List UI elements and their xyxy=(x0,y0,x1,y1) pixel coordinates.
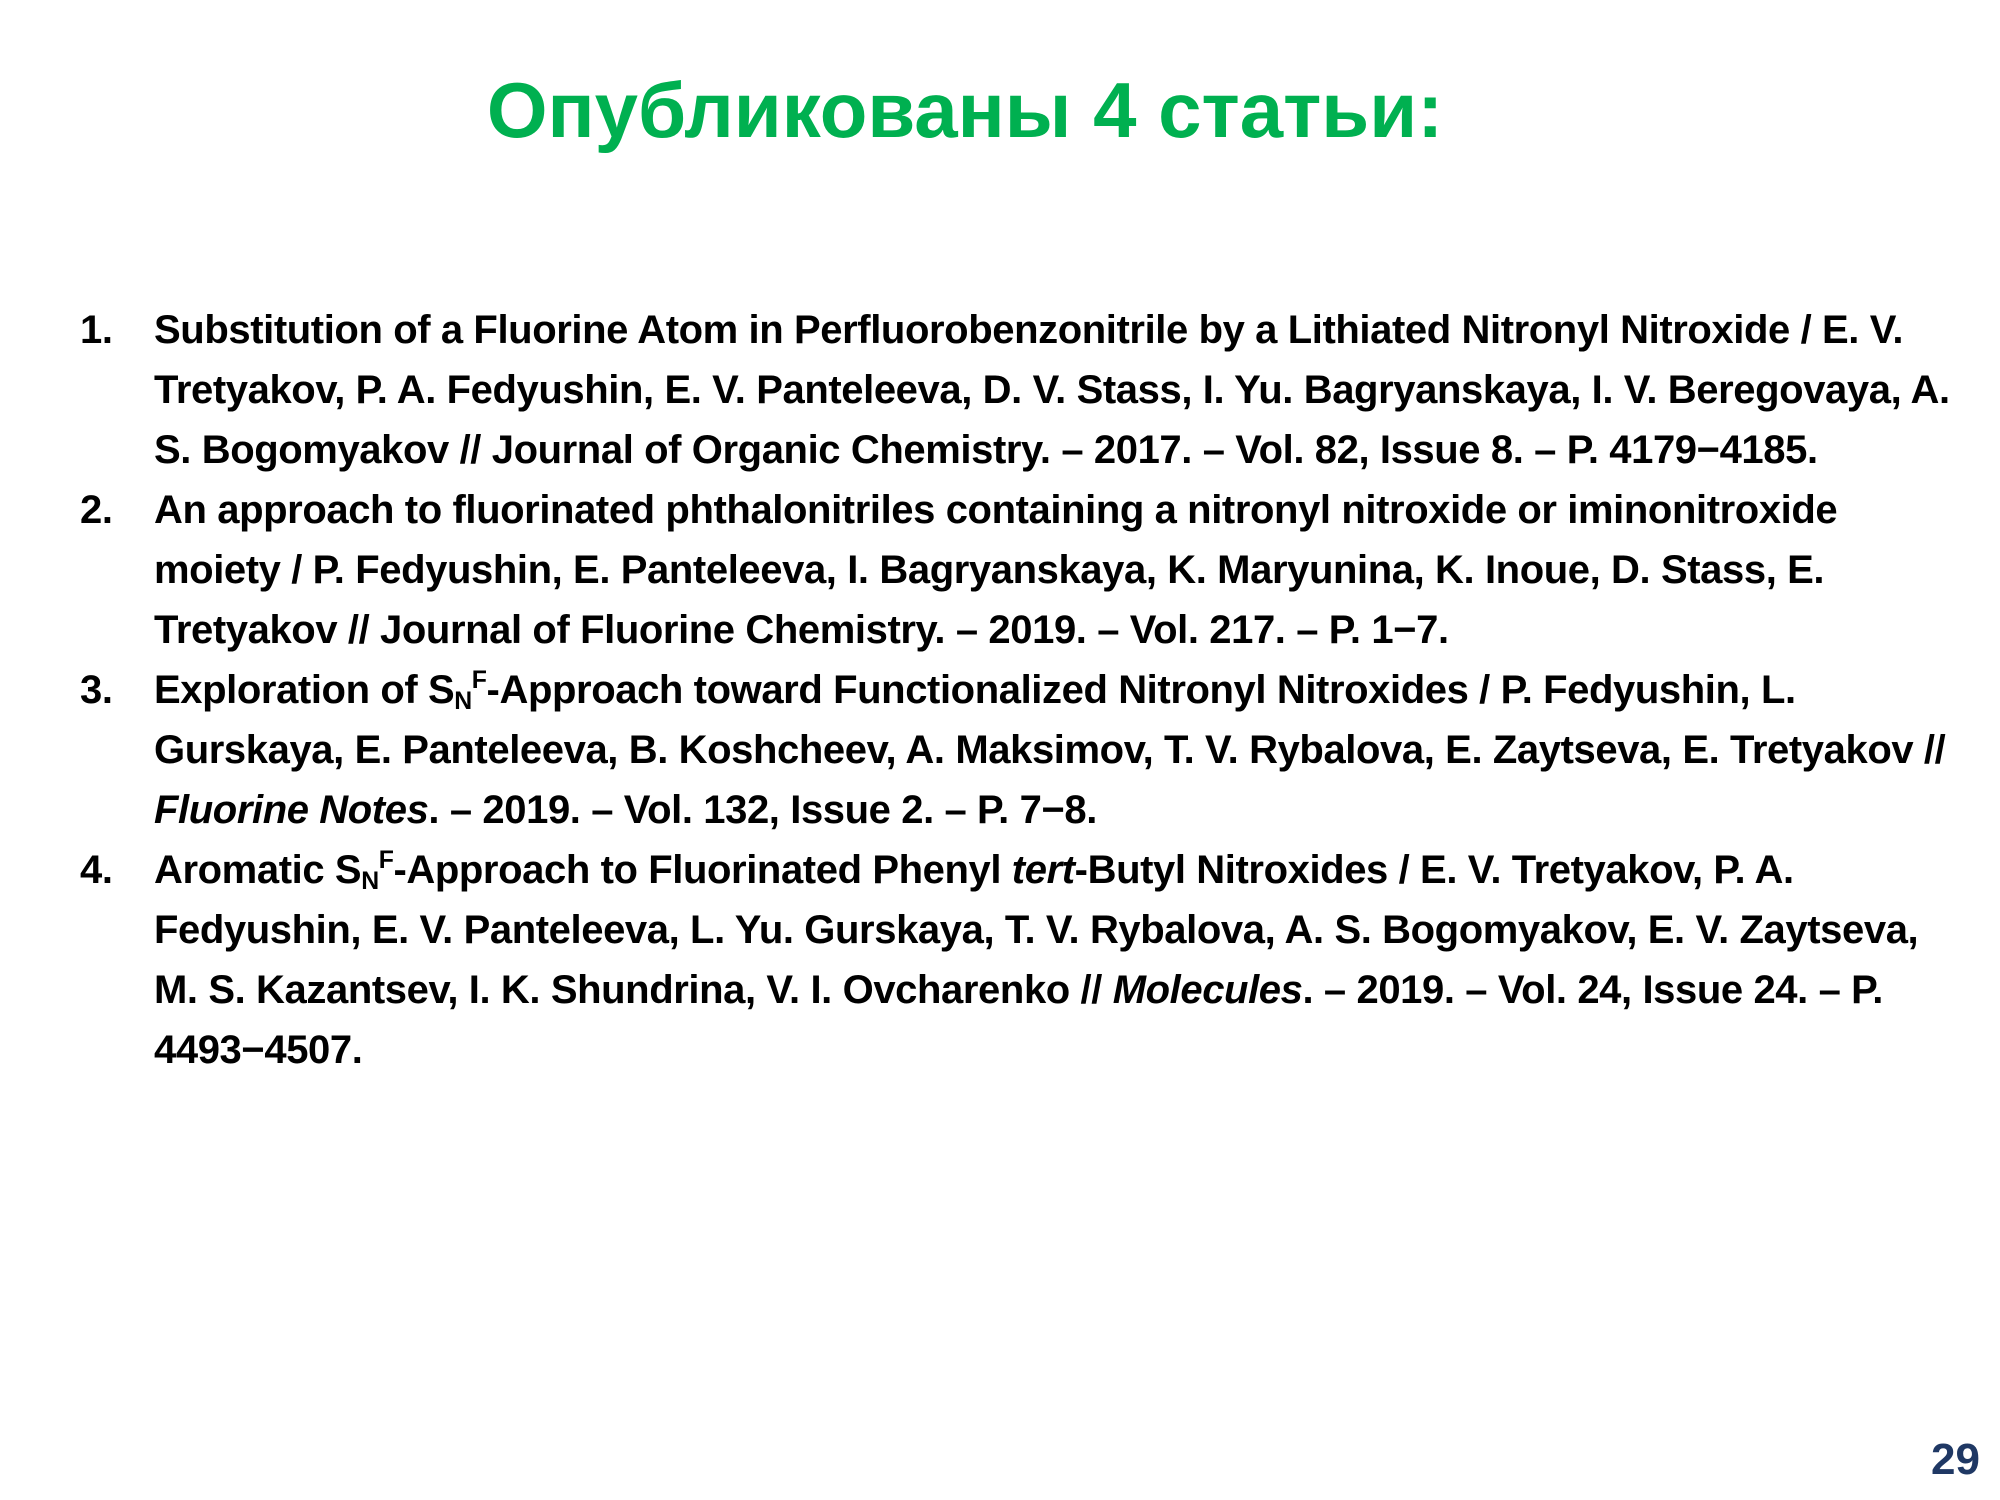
subscript: N xyxy=(454,688,472,716)
citation-text xyxy=(154,848,1918,1072)
publication-item-3 xyxy=(80,660,1960,840)
citation-authors: -Butyl Nitroxides / E. V. Tretyakov, P. A. Fedyushin, E. V. Panteleeva, L. Yu. Gurskaya, T. V. Rybalova, A. S. Bogomyakov, E. V. Zaytseva, M. S. Kazantsev, I. K. Shundrina, V. I. Ovcharenko // xyxy=(154,848,1919,1012)
superscript: F xyxy=(471,667,487,695)
citation-authors: -Approach toward Functionalized Nitronyl Nitroxides / P. Fedyushin, L. Gurskaya, E. Panteleeva, B. Koshcheev, A. Maksimov, T. V. Rybalova, E. Zaytseva, E. Tretyakov // xyxy=(154,668,1946,772)
page-title: Опубликованы 4 статьи: xyxy=(486,66,1444,154)
publication-item-2 xyxy=(80,480,1960,660)
citation-details: . – 2019. – Vol. 24, Issue 24. – P. 4493−4507. xyxy=(154,968,1883,1072)
publication-item-1 xyxy=(80,300,1960,480)
superscript: F xyxy=(378,847,394,875)
publication-list xyxy=(80,300,1960,1080)
citation-title-start: Aromatic S xyxy=(154,848,362,892)
subscript: N xyxy=(361,868,379,896)
page-number: 29 xyxy=(1931,1435,1980,1484)
italic-term: tert xyxy=(1011,848,1075,892)
citation-title-start: Exploration of S xyxy=(154,668,455,712)
journal-name: Fluorine Notes xyxy=(154,788,429,832)
list-number: 1. xyxy=(80,308,113,352)
citation-text xyxy=(154,668,1945,832)
citation-title-middle: -Approach to Fluorinated Phenyl xyxy=(393,848,1012,892)
journal-name: Molecules xyxy=(1112,968,1303,1012)
list-number: 2. xyxy=(80,488,113,532)
citation-text: An approach to fluorinated phthalonitriles containing a nitronyl nitroxide or iminonitroxide moiety / P. Fedyushin, E. Panteleeva, I. Bagryanskaya, K. Maryunina, K. Inoue, D. Stass, E. Tretyakov // Journal of Fluorine Chemistry. – 2019. – Vol. 217. – P. 1−7. xyxy=(154,488,1838,652)
publication-item-4 xyxy=(80,840,1960,1080)
citation-text: Substitution of a Fluorine Atom in Perfluorobenzonitrile by a Lithiated Nitronyl Nitroxide / E. V. Tretyakov, P. A. Fedyushin, E. V. Panteleeva, D. V. Stass, I. Yu. Bagryanskaya, I. V. Beregovaya, A. S. Bogomyakov // Journal of Organic Chemistry. – 2017. – Vol. 82, Issue 8. – P. 4179−4185. xyxy=(154,308,1950,472)
list-number: 3. xyxy=(80,668,113,712)
citation-details: . – 2019. – Vol. 132, Issue 2. – P. 7−8. xyxy=(428,788,1097,832)
list-number: 4. xyxy=(80,848,113,892)
